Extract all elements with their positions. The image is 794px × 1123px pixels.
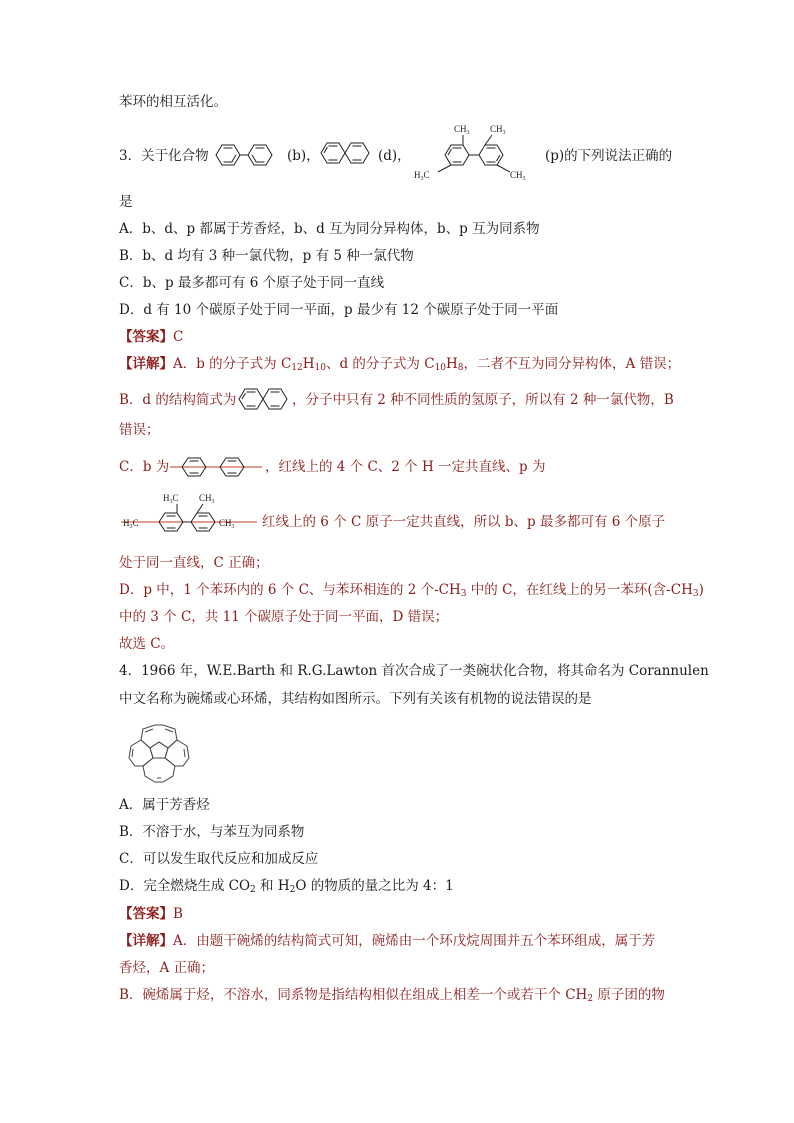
- naphthalene-structure-d: [318, 138, 372, 168]
- detail-a-text: ，二者不互为同分异构体，A 错误；: [463, 356, 681, 372]
- svg-text:H3C: [163, 493, 179, 505]
- sub: 8: [457, 363, 464, 373]
- sub: 3: [460, 589, 467, 599]
- ch3-label-2: CH: [490, 124, 503, 134]
- h3c-label-3: H: [123, 518, 130, 528]
- sub: 3: [692, 589, 699, 599]
- detail-b-text: B．碗烯属于烃，不溶水，同系物是指结构相似在组成上相差一个或若干个 CH: [119, 987, 588, 1003]
- q3-label-b: (b)，: [287, 148, 320, 164]
- detail-a-text: A．由题干碗烯的结构简式可知，碗烯由一个环戊烷周围并五个苯环组成，属于芳: [173, 933, 656, 949]
- dimethylbiphenyl-structure-p: [412, 118, 544, 184]
- detail-a-text: H: [302, 356, 315, 372]
- corannulene-structure: [119, 718, 199, 786]
- q3-label-d: (d)，: [378, 148, 411, 164]
- option-d-text: D．完全燃烧生成 CO: [119, 878, 251, 894]
- biphenyl-redline-structure: [168, 452, 264, 482]
- q4-option-d: [119, 876, 454, 896]
- q3-option-d: D．d 有 10 个碳原子处于同一平面，p 最少有 12 个碳原子处于同一平面: [119, 302, 559, 318]
- q3-stem-prefix: 3．关于化合物: [119, 148, 209, 164]
- h3c-label: H: [414, 170, 421, 180]
- sub: 10: [314, 363, 326, 373]
- q3-option-b: B．b、d 均有 3 种一氯代物，p 有 5 种一氯代物: [119, 248, 414, 264]
- q3-detail-b-text: ，分子中只有 2 种不同性质的氢原子，所以有 2 种一氯代物，B: [292, 392, 674, 408]
- option-d-text: 和 H: [255, 878, 290, 894]
- svg-text:H3C: [123, 518, 139, 530]
- sub: 12: [291, 363, 303, 373]
- option-d-text: O 的物质的量之比为 4：1: [295, 878, 454, 894]
- h3c-label-2: H: [163, 493, 170, 503]
- sub: 2: [587, 994, 594, 1004]
- detail-b-text: 原子团的物: [593, 987, 665, 1003]
- dimethylbiphenyl-redline-structure: [119, 488, 259, 536]
- naphthalene-structure-detail: [236, 384, 290, 414]
- h3c-c: C: [423, 170, 430, 180]
- q3-detail-a: [119, 354, 680, 374]
- q3-detail-c-prefix: C．b 为: [119, 459, 170, 475]
- svg-text:H3C: [414, 170, 430, 182]
- svg-text:CH3: [219, 518, 235, 530]
- q4-detail-a: [119, 931, 655, 951]
- ch3-sub-2: 3: [502, 130, 506, 136]
- q3-detail-d: [119, 580, 704, 600]
- q4-detail-b: [119, 985, 665, 1005]
- biphenyl-structure-b: [208, 138, 280, 172]
- h3c-sub-3: 3: [129, 524, 133, 530]
- sub: 2: [289, 885, 296, 895]
- ch3-label-3: CH: [510, 170, 523, 180]
- q3-detail-b-cont: 错误；: [119, 422, 160, 438]
- ch3-label-1: CH: [454, 124, 467, 134]
- q4-stem-line2: 中文名称为碗烯或心环烯，其结构如图所示。下列有关该有机物的说法错误的是: [119, 691, 592, 707]
- q3-stem-end: 是: [119, 194, 133, 210]
- ch3-sub-3: 3: [522, 176, 526, 182]
- q4-answer-line: [119, 904, 183, 924]
- sub: 10: [434, 363, 447, 373]
- q3-detail-d-cont: 中的 3 个 C，共 11 个碳原子处于同一平面，D 错误；: [119, 609, 449, 625]
- svg-text:CH3: [454, 124, 470, 136]
- q3-answer-line: [119, 327, 183, 347]
- answer-value: B: [173, 906, 183, 922]
- q3-detail-b-prefix: B．d 的结构简式为: [119, 392, 237, 408]
- ch3-sub-5: 3: [231, 524, 235, 530]
- q4-option-b: B．不溶于水，与苯互为同系物: [119, 824, 305, 840]
- q3-conclusion: 故选 C。: [119, 636, 175, 652]
- svg-text:CH3: [490, 124, 506, 136]
- q3-detail-c-text: ，红线上的 4 个 C、2 个 H 一定共直线、p 为: [265, 459, 546, 475]
- answer-tag: 【答案】: [119, 329, 173, 345]
- q3-option-c: C．b、p 最多都可有 6 个原子处于同一直线: [119, 275, 385, 291]
- sub: 2: [250, 885, 256, 895]
- q4-stem-line1: 4．1966 年，W.E.Barth 和 R.G.Lawton 首次合成了一类碗状化合物，将其命名为 Corannulen: [119, 663, 709, 679]
- q3-detail-c-cont: 处于同一直线，C 正确；: [119, 555, 269, 571]
- svg-text:CH3: [510, 170, 526, 182]
- ch3-sub-4: 3: [211, 499, 215, 505]
- detail-d-text: ): [698, 582, 704, 598]
- q4-detail-a-cont: 香烃，A 正确；: [119, 960, 215, 976]
- q3-label-p: (p)的下列说法正确的: [545, 148, 673, 164]
- q3-option-a: A．b、d、p 都属于芳香烃，b、d 互为同分异构体，b、p 互为同系物: [119, 221, 540, 237]
- h3c-sub: 3: [420, 176, 424, 182]
- answer-tag: 【答案】: [119, 906, 173, 922]
- h3c-c-3: C: [132, 518, 139, 528]
- q3-detail-c2-text: 红线上的 6 个 C 原子一定共直线，所以 b、p 最多都可有 6 个原子: [262, 514, 666, 530]
- h3c-sub-2: 3: [169, 499, 173, 505]
- detail-d-text: 中的 C，在红线上的另一苯环(含-CH: [466, 582, 693, 598]
- detail-tag: 【详解】: [119, 933, 173, 949]
- q4-option-c: C．可以发生取代反应和加成反应: [119, 851, 319, 867]
- detail-a-text: 、d 的分子式为 C: [326, 356, 435, 372]
- detail-tag: 【详解】: [119, 356, 173, 372]
- answer-value: C: [173, 329, 184, 345]
- top-line: 苯环的相互活化。: [119, 94, 227, 110]
- ch3-sub-1: 3: [466, 130, 470, 136]
- svg-text:CH3: [199, 493, 215, 505]
- ch3-label-4: CH: [199, 493, 212, 503]
- q4-option-a: A．属于芳香烃: [119, 797, 210, 813]
- detail-a-text: A．b 的分子式为 C: [173, 356, 292, 372]
- detail-a-text: H: [446, 356, 458, 372]
- detail-d-text: D．p 中，1 个苯环内的 6 个 C、与苯环相连的 2 个-CH: [119, 582, 461, 598]
- h3c-c-2: C: [172, 493, 179, 503]
- ch3-label-5: CH: [219, 518, 232, 528]
